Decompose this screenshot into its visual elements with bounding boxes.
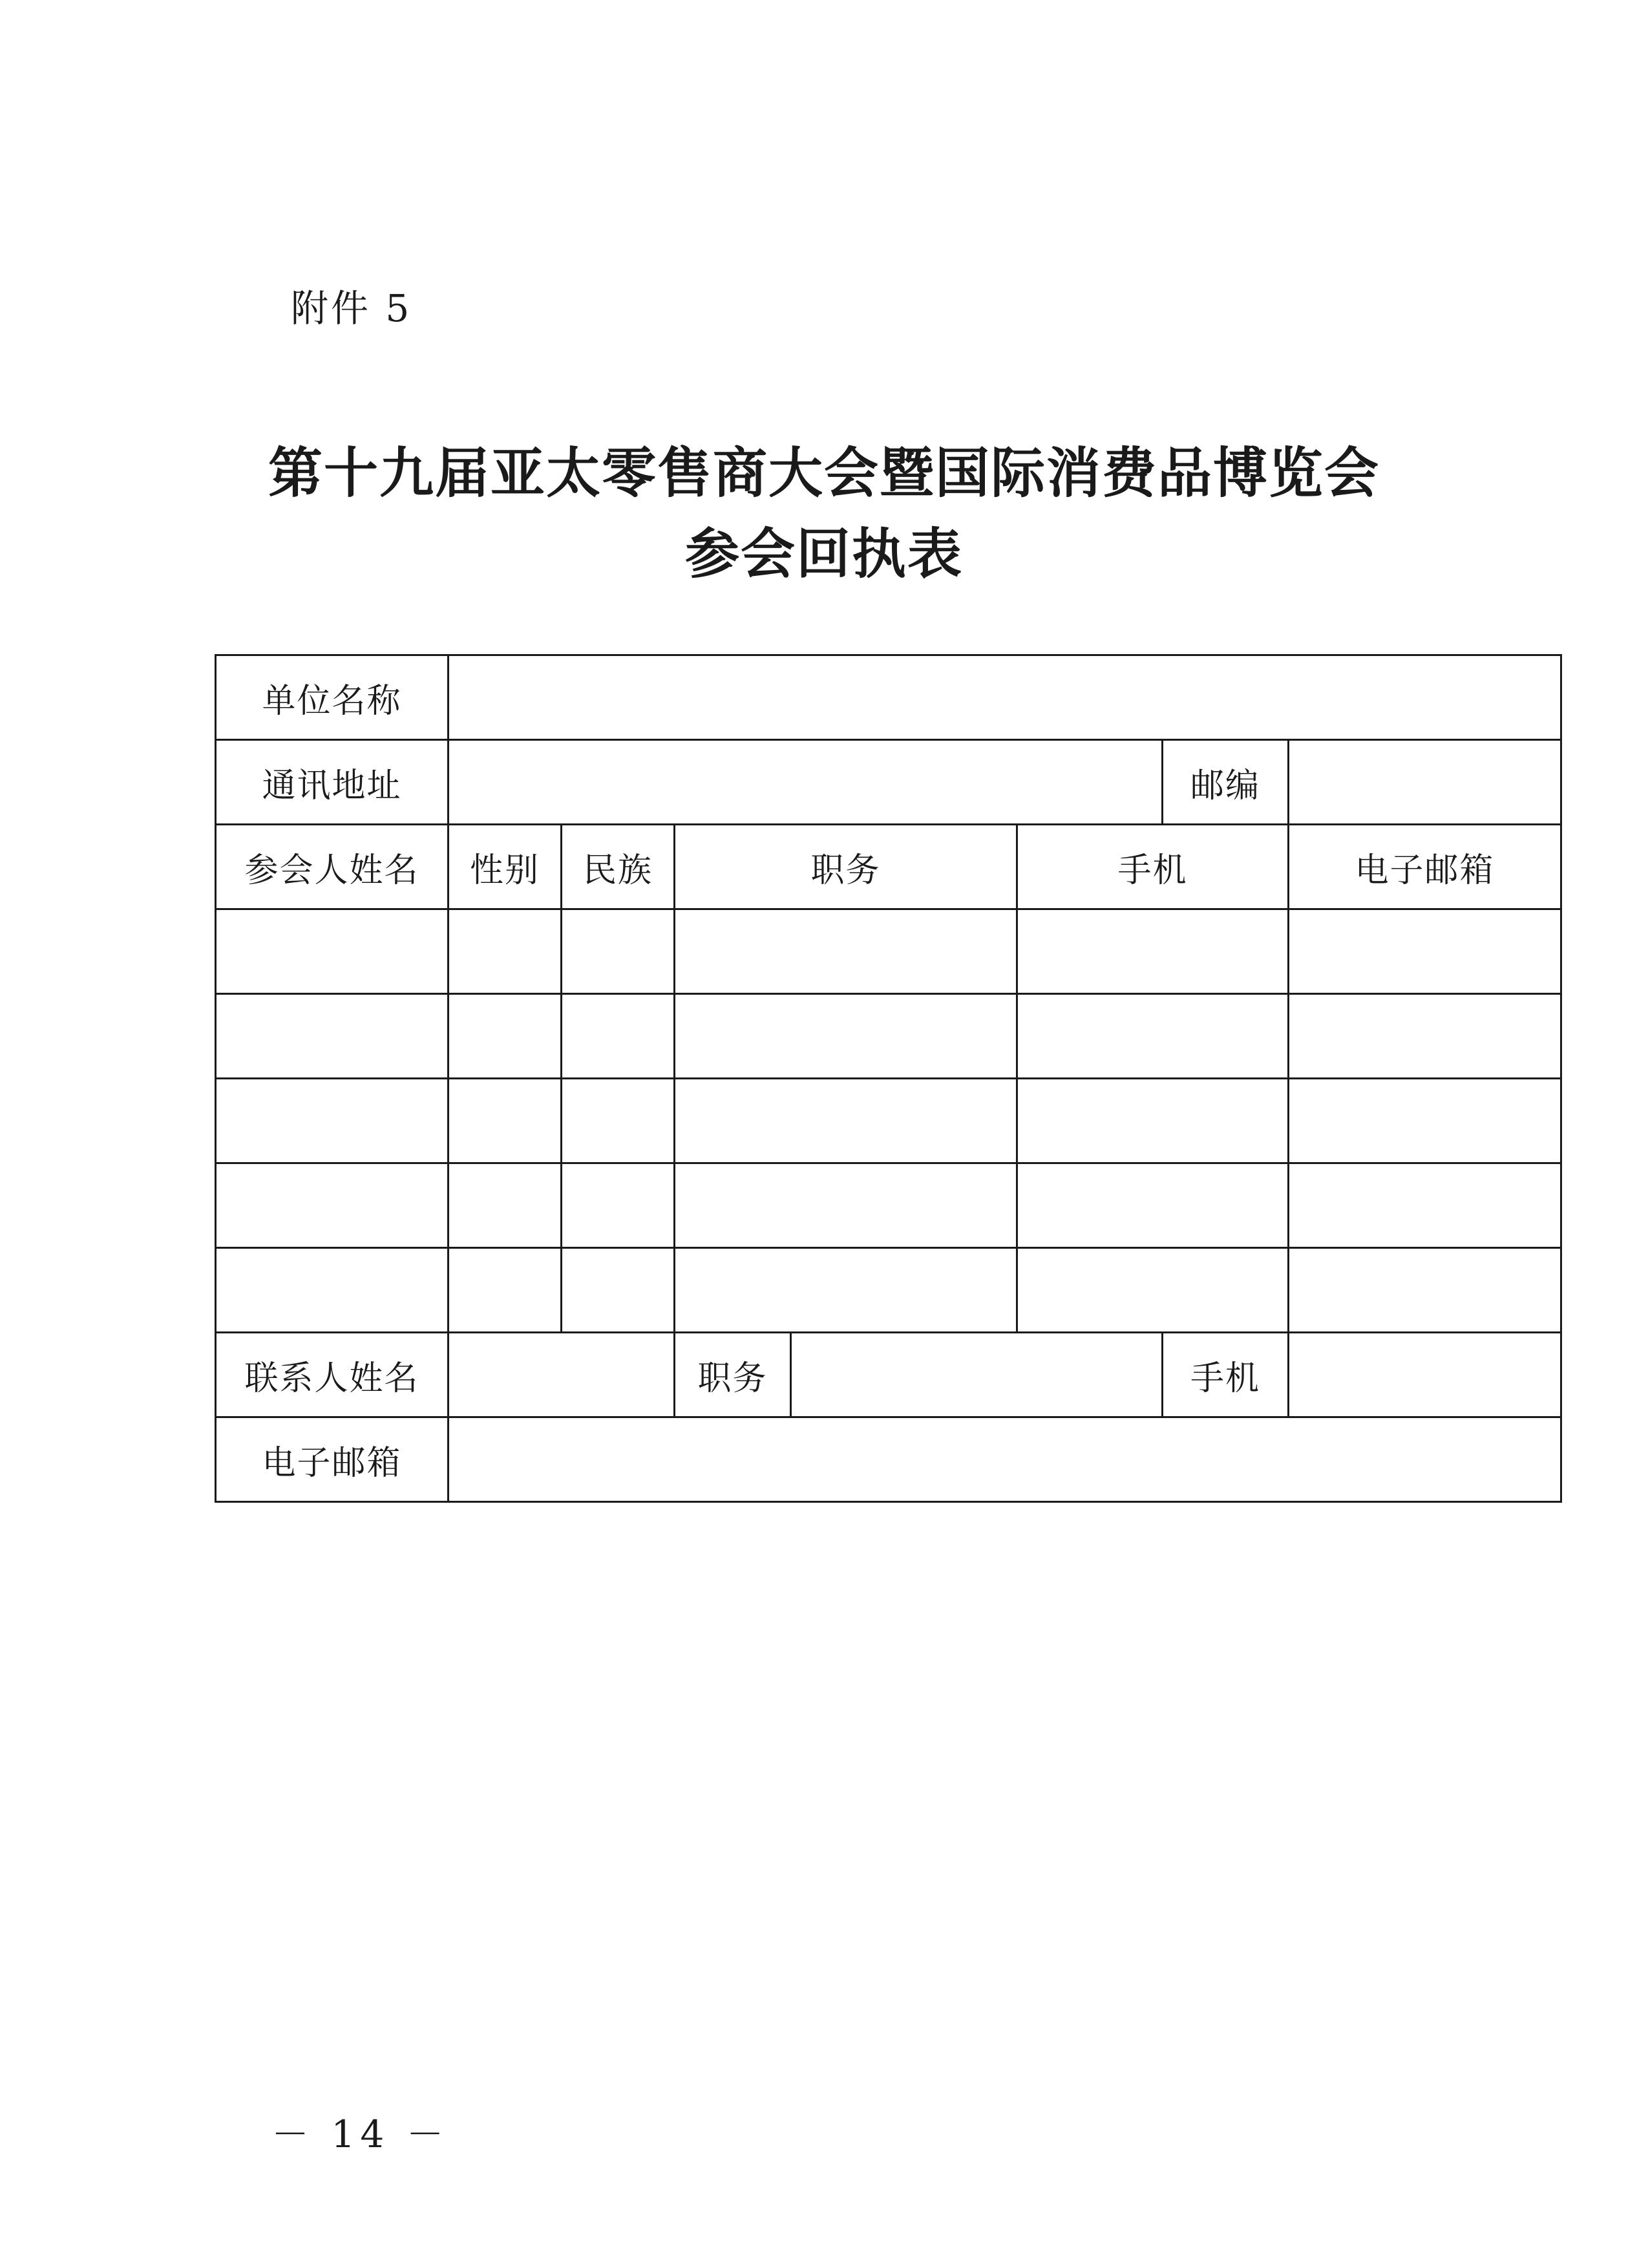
attendee-mobile-cell[interactable] [1017,1163,1289,1248]
registration-form-table [215,654,1562,1503]
ethnicity-header: 民族 [562,825,675,909]
contact-email-label: 电子邮箱 [216,1417,449,1502]
attendee-row [216,909,1561,994]
address-label: 通讯地址 [216,740,449,825]
unit-name-label: 单位名称 [216,655,449,740]
attendee-name-cell[interactable] [216,994,449,1079]
attendee-ethnicity-cell[interactable] [562,1248,675,1333]
contact-position-label: 职务 [675,1333,791,1417]
contact-name-label: 联系人姓名 [216,1333,449,1417]
attendee-row [216,1079,1561,1163]
postcode-field[interactable] [1289,740,1561,825]
attendee-name-cell[interactable] [216,909,449,994]
document-title-line-1: 第十九届亚太零售商大会暨国际消费品博览会 [268,441,1380,505]
address-field[interactable] [449,740,1163,825]
contact-row [216,1333,1561,1417]
attachment-label: 附件 5 [291,286,412,330]
attendee-row [216,1248,1561,1333]
attendee-name-header: 参会人姓名 [216,825,449,909]
attendee-mobile-cell[interactable] [1017,994,1289,1079]
postcode-label: 邮编 [1163,740,1289,825]
attendee-name-cell[interactable] [216,1248,449,1333]
page-number: － 14 － [271,2112,449,2156]
position-header: 职务 [675,825,1017,909]
contact-phone-label: 手机 [1163,1333,1289,1417]
attendee-email-cell[interactable] [1289,1079,1561,1163]
contact-email-field[interactable] [449,1417,1561,1502]
attendee-name-cell[interactable] [216,1163,449,1248]
attendee-mobile-cell[interactable] [1017,1248,1289,1333]
attendee-ethnicity-cell[interactable] [562,1079,675,1163]
attendee-position-cell[interactable] [675,994,1017,1079]
attendee-mobile-cell[interactable] [1017,1079,1289,1163]
attendee-mobile-cell[interactable] [1017,909,1289,994]
attendee-name-cell[interactable] [216,1079,449,1163]
attendee-row [216,994,1561,1079]
attendee-email-cell[interactable] [1289,1163,1561,1248]
attendee-position-cell[interactable] [675,1079,1017,1163]
attendee-ethnicity-cell[interactable] [562,994,675,1079]
unit-name-row [216,655,1561,740]
contact-phone-field[interactable] [1289,1333,1561,1417]
mobile-header: 手机 [1017,825,1289,909]
attendee-position-cell[interactable] [675,1163,1017,1248]
attendee-gender-cell[interactable] [449,1163,562,1248]
contact-position-field[interactable] [791,1333,1163,1417]
email-header: 电子邮箱 [1289,825,1561,909]
attendee-email-cell[interactable] [1289,1248,1561,1333]
attendee-position-cell[interactable] [675,909,1017,994]
attendee-email-cell[interactable] [1289,994,1561,1079]
gender-header: 性别 [449,825,562,909]
attendee-gender-cell[interactable] [449,909,562,994]
contact-email-row [216,1417,1561,1502]
attendee-position-cell[interactable] [675,1248,1017,1333]
attendee-row [216,1163,1561,1248]
attendee-ethnicity-cell[interactable] [562,909,675,994]
document-title-line-2: 参会回执表 [684,522,963,586]
unit-name-field[interactable] [449,655,1561,740]
attendee-ethnicity-cell[interactable] [562,1163,675,1248]
attendee-gender-cell[interactable] [449,1248,562,1333]
attendee-gender-cell[interactable] [449,1079,562,1163]
address-row [216,740,1561,825]
attendee-email-cell[interactable] [1289,909,1561,994]
attendee-header-row [216,825,1561,909]
contact-name-field[interactable] [449,1333,675,1417]
attendee-gender-cell[interactable] [449,994,562,1079]
